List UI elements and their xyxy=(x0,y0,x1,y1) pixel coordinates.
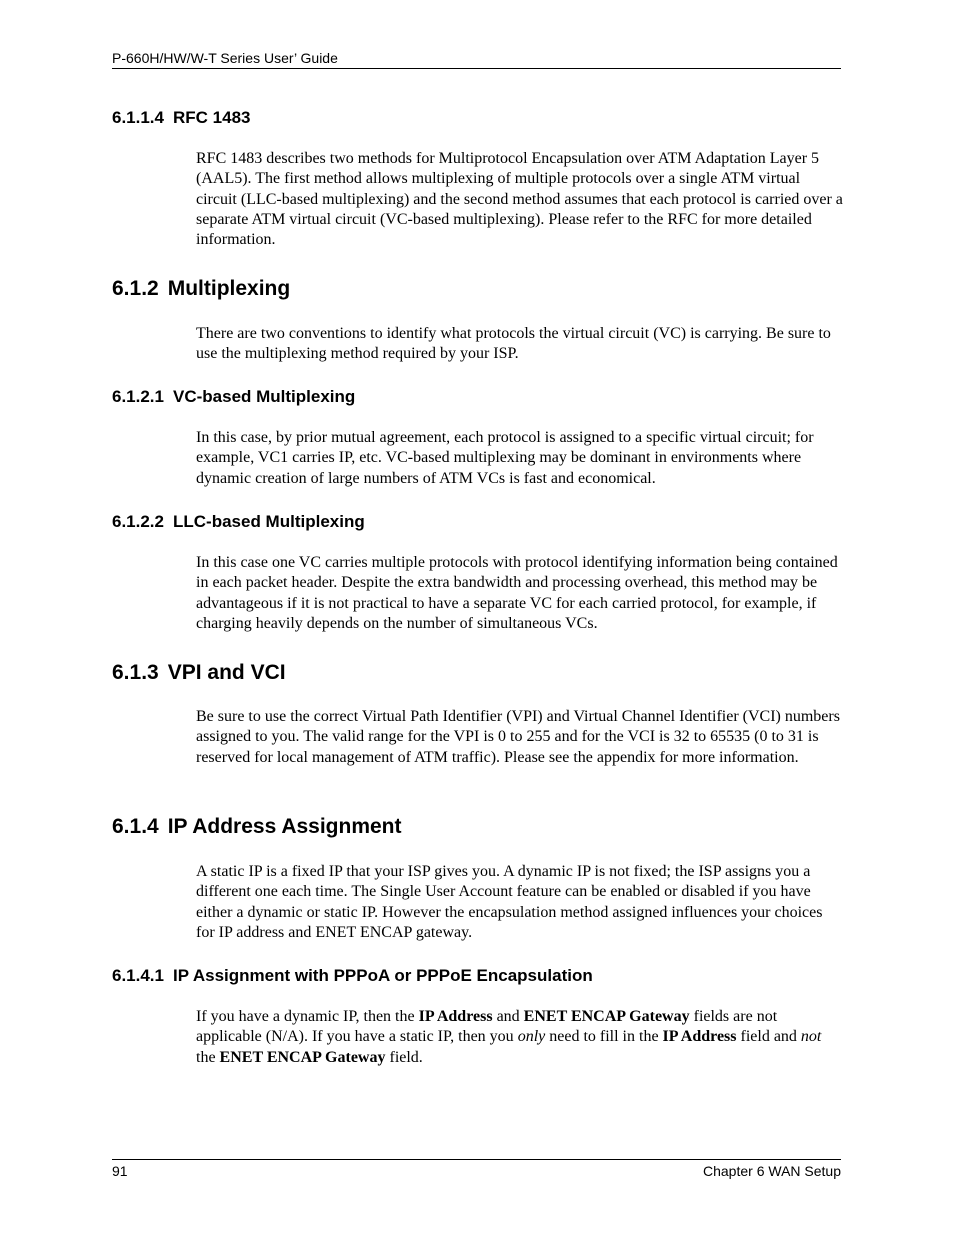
paragraph-llc-based: In this case one VC carries multiple protocols with protocol identifying information being contained in each packet header. Despite the extra bandwidth and processing overhead, this method may be advantageous if it is not practical to have a separate VC for each carried protocol, for example, if charging heavily depends on the number of simultaneous VCs. xyxy=(196,554,838,632)
section-title: VPI and VCI xyxy=(167,661,286,684)
section-title: Multiplexing xyxy=(167,277,291,300)
text-run: field and xyxy=(736,1028,801,1046)
heading-ip-assignment-pppoa-pppoe xyxy=(112,966,593,986)
section-number: 6.1.2.2 xyxy=(112,512,164,531)
section-number: 6.1.4.1 xyxy=(112,966,164,985)
text-run: If you have a dynamic IP, then the xyxy=(196,1008,419,1025)
text-run: the xyxy=(196,1048,220,1066)
bold-term-ip-address: IP Address xyxy=(662,1028,737,1046)
section-title: IP Assignment with PPPoA or PPPoE Encapsulation xyxy=(173,966,593,985)
heading-vpi-and-vci xyxy=(112,661,286,685)
heading-llc-based-multiplexing xyxy=(112,512,365,532)
paragraph-rfc-1483: RFC 1483 describes two methods for Multiprotocol Encapsulation over ATM Adaptation Layer 5 (AAL5). The first method allows multiplexing of multiple protocols over a single ATM virtual circuit (LLC-based multiplexing) and the second method assumes that each protocol is carried over a separate ATM virtual circuit (VC-based multiplexing). Please refer to the RFC for more detailed information. xyxy=(196,150,843,249)
text-run: and xyxy=(492,1008,524,1025)
paragraph-ip-assignment-pppoa-pppoe xyxy=(196,1007,844,1068)
section-title: VC-based Multiplexing xyxy=(173,387,356,406)
header-title: P-660H/HW/W-T Series User’ Guide xyxy=(112,50,338,66)
page-number: 91 xyxy=(112,1163,128,1179)
section-number: 6.1.2 xyxy=(112,277,159,300)
italic-not: not xyxy=(800,1028,822,1046)
running-header xyxy=(112,50,841,69)
chapter-title: Chapter 6 WAN Setup xyxy=(703,1163,841,1179)
section-number: 6.1.2.1 xyxy=(112,387,164,406)
section-title: RFC 1483 xyxy=(173,108,251,127)
text-run: field. xyxy=(385,1048,423,1066)
heading-vc-based-multiplexing xyxy=(112,387,355,407)
section-number: 6.1.4 xyxy=(112,815,159,838)
bold-term-enet-encap-gateway: ENET ENCAP Gateway xyxy=(523,1008,690,1025)
text-run: fields are not applicable (N/A). If you have a static IP, then you xyxy=(196,1008,778,1046)
running-footer xyxy=(112,1159,841,1179)
paragraph-vc-based: In this case, by prior mutual agreement, each protocol is assigned to a specific virtual circuit; for example, VC1 carries IP, etc. VC-based multiplexing may be dominant in environments where dynamic creation of large numbers of ATM VCs is fast and economical. xyxy=(196,429,814,487)
section-number: 6.1.3 xyxy=(112,661,159,684)
section-number: 6.1.1.4 xyxy=(112,108,164,127)
paragraph-vpi-vci: Be sure to use the correct Virtual Path Identifier (VPI) and Virtual Channel Identifier (VCI) numbers assigned to you. The valid range for the VPI is 0 to 255 and for the VCI is 32 to 65535 (0 to 31 is reserved for local management of ATM traffic). Please see the appendix for more information. xyxy=(196,708,840,766)
section-title: IP Address Assignment xyxy=(167,815,402,838)
heading-rfc-1483 xyxy=(112,108,250,128)
italic-only: only xyxy=(517,1028,546,1046)
heading-ip-address-assignment xyxy=(112,815,402,839)
text-run: need to fill in the xyxy=(545,1028,663,1046)
paragraph-multiplexing: There are two conventions to identify what protocols the virtual circuit (VC) is carrying. Be sure to use the multiplexing method required by your ISP. xyxy=(196,325,831,363)
paragraph-ip-address-assignment: A static IP is a fixed IP that your ISP gives you. A dynamic IP is not fixed; the ISP assigns you a different one each time. The Single User Account feature can be enabled or disabled if you have either a dynamic or static IP. However the encapsulation method assigned influences your choices for IP address and ENET ENCAP gateway. xyxy=(196,863,823,941)
heading-multiplexing xyxy=(112,277,290,301)
bold-term-ip-address: IP Address xyxy=(418,1008,493,1025)
bold-term-enet-encap-gateway: ENET ENCAP Gateway xyxy=(219,1048,386,1066)
section-title: LLC-based Multiplexing xyxy=(173,512,365,531)
